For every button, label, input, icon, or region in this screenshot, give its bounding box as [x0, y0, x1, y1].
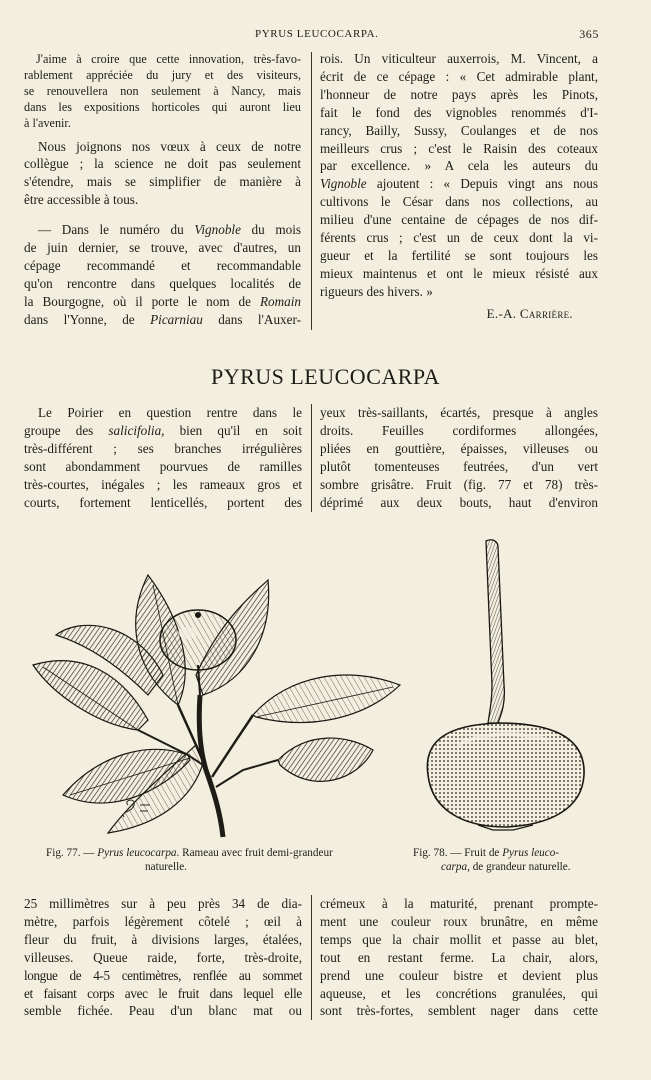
- text-line: écrit de ce cépage : « Cet admirable plant,: [320, 68, 598, 84]
- text-line: dans l'Yonne, de Picarniau dans l'Auxer-: [24, 311, 302, 327]
- text-line: temps que la chair mollit et passe au blet,: [320, 931, 598, 947]
- text-line: fait le fond des vignobles renommés d'I-: [320, 104, 598, 120]
- text-line: 25 millimètres sur à peu près 34 de dia-: [24, 896, 302, 911]
- text-line: sont abondamment pourvues de ramilles: [24, 458, 302, 474]
- text-line: très-différent ; ses branches irrégulières: [24, 440, 302, 456]
- text-line: ment une couleur roux brunâtre, en même: [320, 913, 598, 929]
- text-line: férents crus ; c'est un de ceux dont la vi-: [320, 230, 598, 246]
- caption-line: carpa, de grandeur naturelle.: [441, 861, 571, 873]
- fig78-fruit-illustration: [418, 535, 598, 835]
- fig77-caption: [46, 846, 406, 874]
- text-line: droits. Feuilles cordiformes allongées,: [320, 422, 598, 438]
- text-line: être accessible à tous.: [24, 192, 139, 208]
- text-line: mieux maintenus et ont le mieux résisté aux: [320, 265, 598, 281]
- text-line: rablement appréciée du jury et des visiteurs,: [24, 67, 301, 82]
- text-line: par excellence. » A cela les auteurs du: [320, 158, 598, 174]
- text-line: de juin dernier, se trouve, avec d'autres, un: [24, 240, 301, 256]
- paragraph-innovation: [24, 52, 301, 132]
- top-left-column: [24, 52, 301, 329]
- bottom-right-column: [320, 895, 598, 1020]
- text-line: groupe des salicifolia, bien qu'il en soit: [24, 422, 302, 438]
- text-line: semble fichée. Peau d'un blanc mat ou: [24, 1003, 302, 1019]
- bottom-left-column: [24, 895, 302, 1020]
- text-line: rigueurs des hivers. »: [320, 283, 433, 299]
- fruit-body: [427, 723, 584, 830]
- text-line: villeuses. Queue raide, forte, très-droite,: [24, 949, 302, 965]
- text-line: très-courtes, inégales ; les rameaux gros et: [24, 476, 302, 492]
- fig77-branch-illustration: [28, 555, 408, 840]
- text-line: aqueuse, et les concrétions granulées, qui: [320, 985, 598, 1001]
- text-line: qu'on rencontre dans quelques localités de: [24, 275, 301, 291]
- caption-line: naturelle.: [145, 861, 187, 873]
- text-line: collègue ; la science ne doit pas seulement: [24, 156, 301, 172]
- top-right-column: [320, 50, 598, 301]
- text-line: cultivons le César dans nos collections, au: [320, 194, 598, 210]
- column-rule: [311, 404, 312, 512]
- caption-line: Fig. 78. — Fruit de Pyrus leuco-: [413, 847, 560, 859]
- text-line: sont très-fortes, semblent nager dans cette: [320, 1003, 598, 1019]
- page-number: 365: [579, 27, 599, 41]
- text-line: se renouvellera non seulement à Nancy, mais: [24, 83, 301, 98]
- text-line: cépage recommandé et recommandable: [24, 257, 301, 273]
- text-line: courts, fortement lenticellés, portent des: [24, 494, 302, 510]
- fig77-fruit: [160, 610, 236, 670]
- running-title: PYRUS LEUCOCARPA.: [255, 28, 379, 40]
- running-head: [0, 28, 651, 44]
- mid-right-column: [320, 404, 598, 511]
- paragraph-voeux: [24, 138, 301, 210]
- text-line: plutôt tomenteuses feutrées, d'un vert: [320, 458, 598, 474]
- text-line: — Dans le numéro du Vignoble du mois: [38, 222, 301, 238]
- text-line: rois. Un viticulteur auxerrois, M. Vincent, a: [320, 51, 598, 66]
- author-signature: E.-A. Carrière.: [486, 306, 573, 321]
- text-line: Le Poirier en question rentre dans le: [38, 405, 302, 420]
- column-rule: [311, 895, 312, 1020]
- text-line: s'étendre, mais se simplifier de manière à: [24, 174, 301, 190]
- text-line: et faisant corps avec le fruit dans lequel elle: [24, 985, 302, 1001]
- text-line: gueur et la fertilité se sont toujours les: [320, 247, 598, 263]
- text-line: fleur du fruit, à divisions larges, étalées,: [24, 931, 302, 947]
- text-line: crémeux à la maturité, prenant prompte-: [320, 896, 598, 911]
- text-line: la Bourgogne, où il porte le nom de Romain: [24, 293, 301, 309]
- text-line: milieu d'une centaine de cépages de nos dif-: [320, 212, 598, 228]
- mid-left-column: [24, 404, 302, 511]
- column-rule: [311, 52, 312, 330]
- text-line: prend une couleur bistre et devient plus: [320, 967, 598, 983]
- text-line: yeux très-saillants, écartés, presque à angles: [320, 405, 598, 420]
- text-line: longue de 4-5 centimètres, renflée au sommet: [24, 967, 302, 983]
- text-line: l'honneur de notre pays après les Pinots,: [320, 86, 598, 102]
- text-line: rancy, Bailly, Sussy, Coulanges et de nos: [320, 122, 598, 138]
- text-line: meilleurs crus ; c'est le Raisin des coteaux: [320, 140, 598, 156]
- text-line: dans les expositions horticoles qui auront lieu: [24, 99, 301, 114]
- text-line: Vignoble ajoutent : « Depuis vingt ans nous: [320, 176, 598, 192]
- text-line: mètre, parfois légèrement côtelé ; œil à: [24, 913, 302, 929]
- section-title: PYRUS LEUCOCARPA: [210, 364, 441, 389]
- text-line: déprimé aux deux bouts, haut d'environ: [320, 494, 598, 510]
- text-line: J'aime à croire que cette innovation, très-favo-: [36, 52, 301, 66]
- text-line: sombre grisâtre. Fruit (fig. 77 et 78) très-: [320, 476, 598, 492]
- text-line: à l'avenir.: [24, 115, 71, 130]
- paragraph-vignoble: [24, 221, 301, 328]
- text-line: Nous joignons nos vœux à ceux de notre: [38, 138, 301, 154]
- text-line: pliées en gouttière, épaisses, villeuses ou: [320, 440, 598, 456]
- caption-line: Fig. 77. — Pyrus leucocarpa. Rameau avec fruit demi-grandeur: [46, 847, 333, 859]
- fruit-stalk: [486, 540, 504, 723]
- fig78-caption: [413, 846, 613, 874]
- text-line: tout en restant ferme. La chair, alors,: [320, 949, 598, 965]
